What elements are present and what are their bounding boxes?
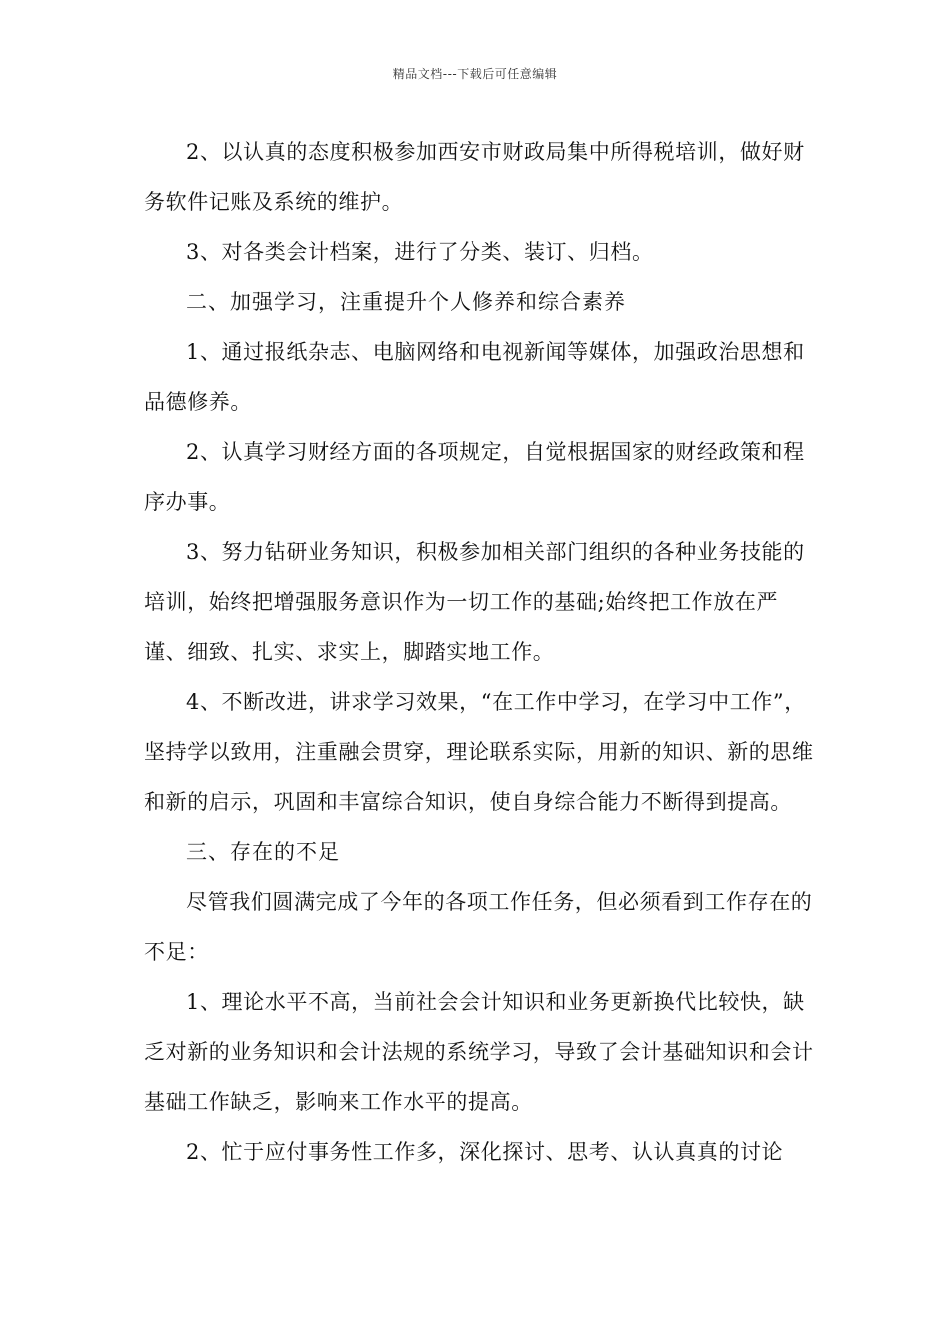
paragraph: 3、对各类会计档案，进行了分类、装订、归档。 [186, 240, 654, 264]
paragraph: 4、不断改进，讲求学习效果，“在工作中学习，在学习中工作”，坚持学以致用，注重融会贯穿，理论联系实际，用新的知识、新的思维和新的启示，巩固和丰富综合知识，使自身综合能力不断得到提高。 [144, 690, 814, 814]
section-heading: 二、加强学习，注重提升个人修养和综合素养 [186, 290, 626, 314]
page-header: 精品文档---下载后可任意编辑 [392, 67, 558, 81]
section-heading: 三、存在的不足 [186, 840, 340, 864]
paragraph: 尽管我们圆满完成了今年的各项工作任务，但必须看到工作存在的不足： [144, 890, 813, 964]
paragraph: 1、理论水平不高，当前社会会计知识和业务更新换代比较快，缺乏对新的业务知识和会计法规的系统学习，导致了会计基础知识和会计基础工作缺乏，影响来工作水平的提高。 [144, 990, 814, 1114]
paragraph: 2、忙于应付事务性工作多，深化探讨、思考、认认真真的讨论 [186, 1140, 784, 1164]
paragraph: 2、认真学习财经方面的各项规定，自觉根据国家的财经政策和程序办事。 [144, 440, 805, 514]
paragraph: 2、以认真的态度积极参加西安市财政局集中所得税培训，做好财务软件记账及系统的维护。 [144, 140, 805, 214]
paragraph: 1、通过报纸杂志、电脑网络和电视新闻等媒体，加强政治思想和品德修养。 [144, 340, 805, 414]
document-body [144, 127, 820, 1177]
paragraph: 3、努力钻研业务知识，积极参加相关部门组织的各种业务技能的培训，始终把增强服务意识作为一切工作的基础;始终把工作放在严谨、细致、扎实、求实上，脚踏实地工作。 [144, 540, 805, 664]
